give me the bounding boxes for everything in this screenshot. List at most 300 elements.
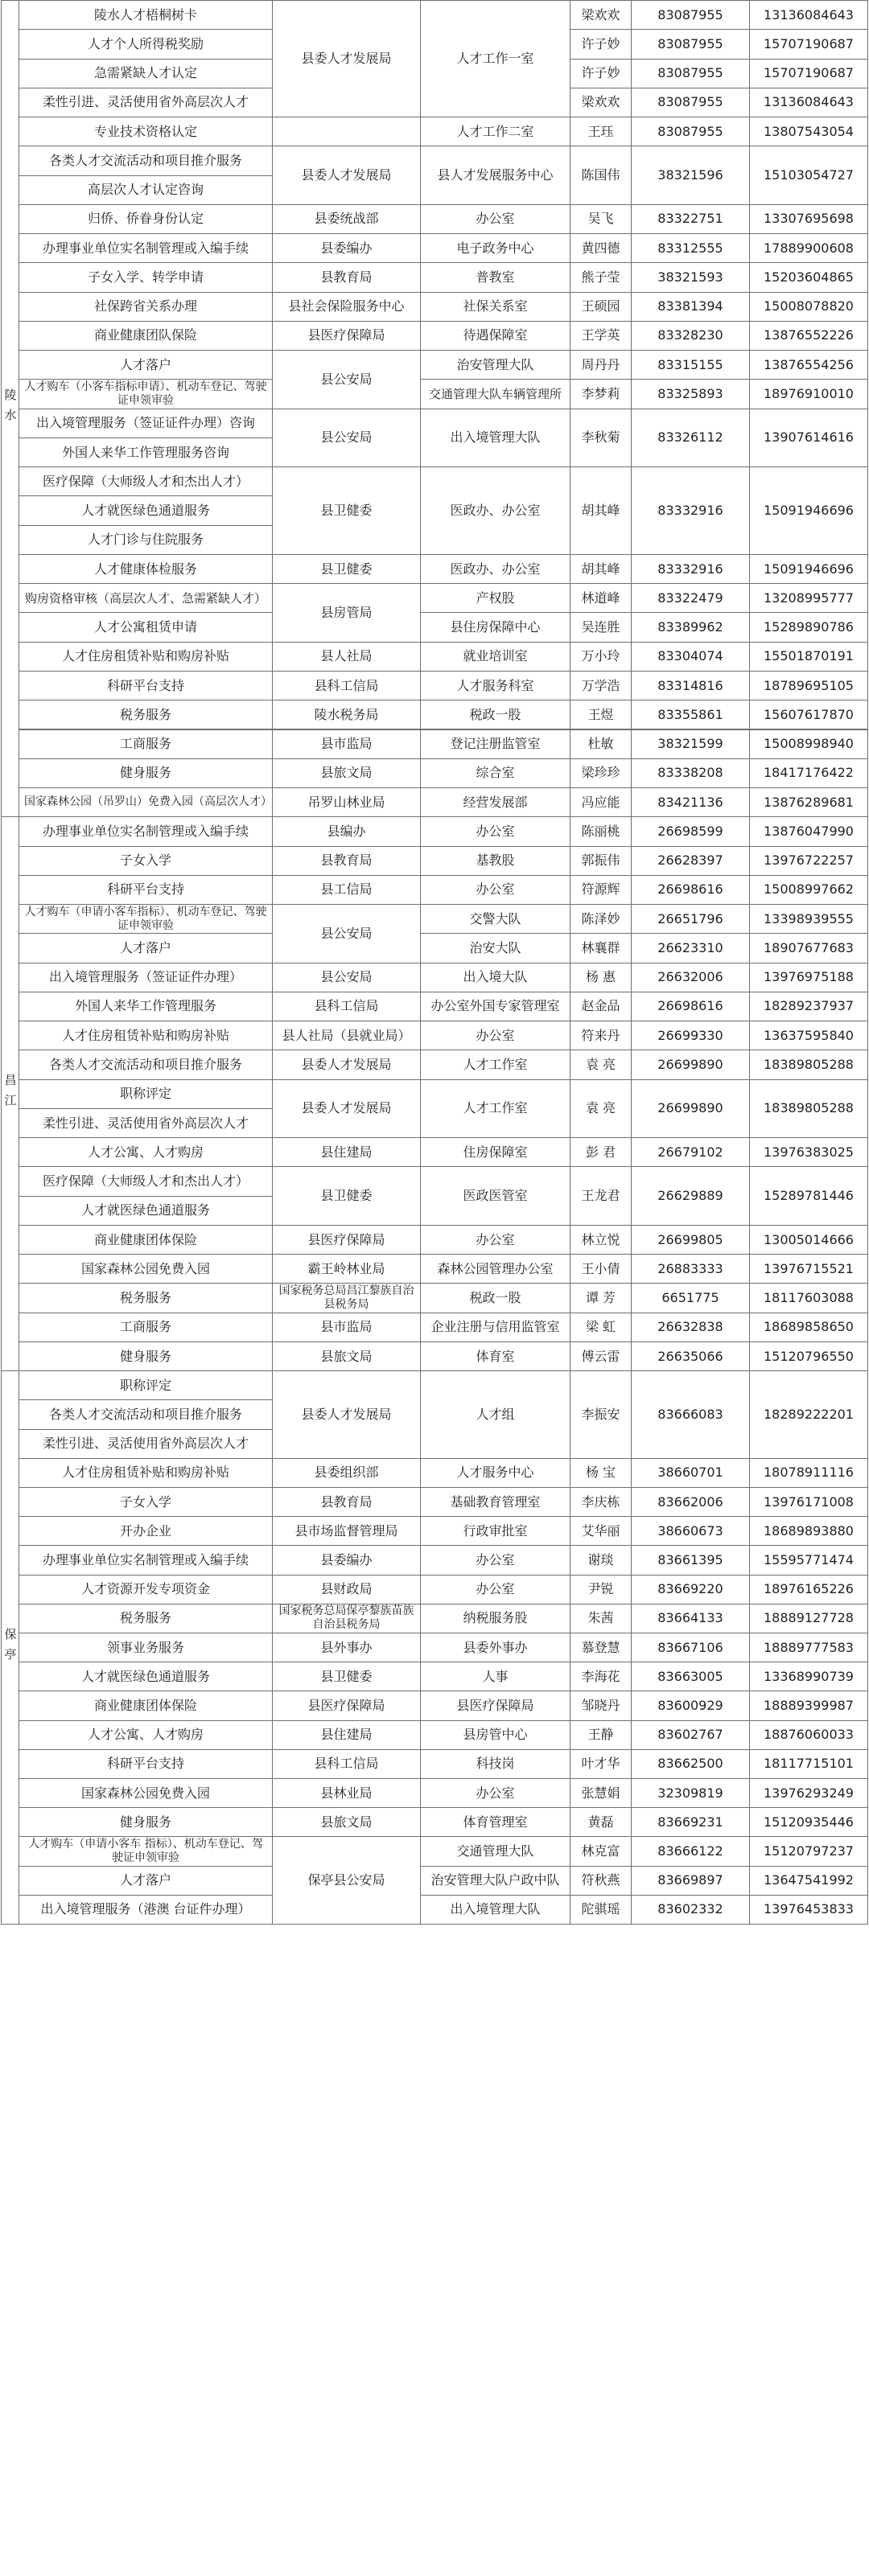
office-phone-text: 83315155 <box>657 356 723 372</box>
office-phone <box>631 1079 750 1139</box>
department-cell <box>420 409 570 468</box>
bureau-cell <box>272 1545 421 1575</box>
department-cell <box>420 466 570 555</box>
bureau-cell <box>272 1633 421 1662</box>
bureau-cell-text: 县人社局（县就业局） <box>282 1027 411 1043</box>
bureau-cell-text: 县财政局 <box>320 1581 373 1597</box>
department-cell <box>420 1836 570 1866</box>
service-item-text: 商业健康团体保险 <box>93 1231 197 1247</box>
service-item-text: 出入境管理服务（签证证件办理）咨询 <box>35 415 255 431</box>
mobile-phone-text: 18389805288 <box>764 1056 854 1072</box>
department-cell <box>420 729 570 759</box>
service-item-text: 急需紧缺人才认定 <box>93 65 197 81</box>
contact-person <box>570 1458 632 1488</box>
service-item-text: 人才资源开发专项资金 <box>80 1581 210 1597</box>
service-item <box>19 1487 273 1517</box>
service-item <box>19 1749 273 1779</box>
office-phone-text: 83087955 <box>657 123 723 139</box>
service-item <box>19 1691 273 1720</box>
contact-person-text: 林立悦 <box>581 1231 620 1247</box>
service-item-text: 子女入学 <box>119 1493 171 1510</box>
bureau-cell-text: 县工信局 <box>320 881 373 898</box>
office-phone <box>631 409 750 468</box>
mobile-phone-text: 15008997662 <box>764 881 854 898</box>
region-label-text: 昌江 <box>2 1074 18 1115</box>
contact-person-text: 王学英 <box>581 327 620 343</box>
mobile-phone-text: 18689858650 <box>764 1319 854 1335</box>
office-phone-text: 26632006 <box>657 969 723 985</box>
contact-person-text: 张慧娟 <box>581 1785 620 1801</box>
mobile-phone-text: 13976722257 <box>764 853 854 869</box>
office-phone-text: 83338208 <box>657 765 723 781</box>
department-cell <box>420 1749 570 1779</box>
bureau-cell <box>272 1487 421 1517</box>
bureau-cell <box>272 204 421 234</box>
bureau-cell-text: 县旅文局 <box>320 1814 373 1830</box>
service-item <box>19 1021 273 1050</box>
bureau-cell-text: 县卫健委 <box>320 561 373 577</box>
mobile-phone <box>749 1516 868 1546</box>
department-cell-text: 电子政务中心 <box>456 240 534 256</box>
service-item-text: 人才公寓、人才购房 <box>87 1727 204 1743</box>
bureau-cell-text: 县教育局 <box>320 1493 373 1510</box>
contact-person-text: 赵金品 <box>581 998 620 1014</box>
office-phone <box>631 846 750 876</box>
mobile-phone-text: 13876554256 <box>764 356 854 372</box>
contact-person-text: 彭 君 <box>585 1144 616 1160</box>
department-cell <box>420 583 570 613</box>
mobile-phone-text: 13136084643 <box>764 6 854 23</box>
bureau-cell <box>272 233 421 263</box>
office-phone-text: 83669231 <box>657 1814 723 1830</box>
contact-person <box>570 1021 632 1050</box>
office-phone-text: 83087955 <box>657 6 723 23</box>
office-phone-text: 83087955 <box>657 35 723 51</box>
service-item <box>19 1399 273 1429</box>
contact-person-text: 慕登慧 <box>581 1639 620 1655</box>
department-cell <box>420 233 570 263</box>
contact-person-text: 周丹丹 <box>581 356 620 372</box>
mobile-phone <box>749 1079 868 1139</box>
department-cell <box>420 963 570 992</box>
department-cell-text: 办公室 <box>476 211 515 227</box>
office-phone <box>631 554 750 584</box>
department-cell <box>420 321 570 351</box>
office-phone-text: 26623310 <box>657 939 723 955</box>
mobile-phone-text: 15008078820 <box>764 298 854 314</box>
office-phone <box>631 1691 750 1720</box>
department-cell <box>420 642 570 672</box>
bureau-cell-text: 县房管局 <box>320 604 373 620</box>
office-phone <box>631 466 750 555</box>
service-item-text: 归侨、侨眷身份认定 <box>87 211 204 227</box>
department-cell-text: 人才组 <box>476 1407 515 1423</box>
mobile-phone-text: 18976165226 <box>764 1581 854 1597</box>
office-phone-text: 38321596 <box>657 167 723 183</box>
service-item-text: 各类人才交流活动和项目推介服务 <box>48 1407 242 1422</box>
department-cell-text: 办公室 <box>476 1027 515 1043</box>
department-cell-text: 医政医管室 <box>463 1188 528 1204</box>
mobile-phone <box>749 1137 868 1167</box>
service-item-text: 医疗保障（大师级人才和杰出人才） <box>42 1173 249 1189</box>
department-cell-text: 治安大队 <box>469 939 521 955</box>
service-item-text: 高层次人才认定咨询 <box>87 182 204 198</box>
service-item-text: 外国人来华工作管理服务 <box>74 998 216 1014</box>
bureau-cell-text: 县委人才发展局 <box>301 51 392 67</box>
service-item <box>19 1050 273 1079</box>
mobile-phone <box>749 117 868 146</box>
service-item-text: 人才个人所得税奖励 <box>87 35 204 51</box>
contact-person-text: 艾华丽 <box>581 1522 620 1539</box>
service-item-text: 工商服务 <box>119 1319 171 1335</box>
contact-person-text: 吴连胜 <box>581 619 620 635</box>
contact-person <box>570 846 632 876</box>
service-item-text: 人才就医绿色通道服务 <box>80 1202 210 1218</box>
office-phone-text: 83304074 <box>657 648 723 664</box>
bureau-cell <box>272 1691 421 1720</box>
bureau-cell-text: 县旅文局 <box>320 1348 373 1364</box>
office-phone <box>631 1516 750 1546</box>
mobile-phone-text: 13005014666 <box>764 1231 854 1247</box>
mobile-phone <box>749 1341 868 1371</box>
service-item-text: 职称评定 <box>119 1377 171 1393</box>
contact-person-text: 万学浩 <box>581 677 620 693</box>
contact-person-text: 陈丽桃 <box>581 823 620 839</box>
service-item-text: 人才住房租赁补贴和购房补贴 <box>61 648 229 664</box>
bureau-cell-text: 霸王岭林业局 <box>307 1260 385 1276</box>
office-phone-text: 83332916 <box>657 561 723 577</box>
bureau-cell <box>272 1807 421 1837</box>
office-phone <box>631 292 750 322</box>
contact-person <box>570 554 632 584</box>
bureau-cell <box>272 787 421 817</box>
contact-person <box>570 758 632 788</box>
contact-person-text: 王珏 <box>587 123 614 139</box>
office-phone-text: 32309819 <box>657 1785 723 1801</box>
mobile-phone-text: 13876047990 <box>764 823 854 839</box>
office-phone <box>631 758 750 788</box>
service-item <box>19 233 273 263</box>
contact-person <box>570 466 632 555</box>
mobile-phone-text: 13976453833 <box>764 1901 854 1917</box>
contact-person-text: 黄磊 <box>587 1814 614 1830</box>
mobile-phone <box>749 1807 868 1837</box>
contact-person <box>570 1516 632 1546</box>
service-item <box>19 379 273 409</box>
department-cell-text: 待遇保障室 <box>463 327 528 343</box>
bureau-cell <box>272 642 421 672</box>
contact-person <box>570 1662 632 1691</box>
contact-person <box>570 0 632 30</box>
service-item <box>19 1807 273 1837</box>
bureau-cell-text: 县市监局 <box>320 1319 373 1335</box>
mobile-phone <box>749 1691 868 1720</box>
bureau-cell-text: 县林业局 <box>320 1785 373 1801</box>
mobile-phone-text: 15707190687 <box>764 65 854 81</box>
bureau-cell <box>272 350 421 409</box>
service-item <box>19 554 273 584</box>
service-item <box>19 175 273 205</box>
bureau-cell-text: 县科工信局 <box>314 998 379 1014</box>
office-phone <box>631 1458 750 1488</box>
bureau-cell-text: 县旅文局 <box>320 765 373 781</box>
service-item-text: 健身服务 <box>119 765 171 781</box>
bureau-cell <box>272 846 421 876</box>
service-item <box>19 1516 273 1546</box>
contact-person <box>570 1807 632 1837</box>
mobile-phone <box>749 992 868 1021</box>
contact-person <box>570 1283 632 1313</box>
department-cell-text: 人才工作一室 <box>456 51 534 67</box>
office-phone <box>631 350 750 380</box>
contact-person-text: 冯应能 <box>581 794 620 810</box>
contact-person-text: 林襄群 <box>581 939 620 955</box>
service-item <box>19 438 273 467</box>
office-phone <box>631 816 750 846</box>
contact-person-text: 许子妙 <box>581 65 620 81</box>
mobile-phone-text: 15120935446 <box>764 1814 854 1830</box>
bureau-cell <box>272 1604 421 1633</box>
service-item <box>19 466 273 496</box>
mobile-phone-text: 13976715521 <box>764 1260 854 1276</box>
service-item-text: 各类人才交流活动和项目推介服务 <box>48 1056 242 1072</box>
mobile-phone <box>749 146 868 205</box>
bureau-cell <box>272 816 421 846</box>
department-cell <box>420 146 570 205</box>
service-item-text: 柔性引进、灵活使用省外高层次人才 <box>42 94 249 110</box>
department-cell <box>420 612 570 642</box>
service-item <box>19 1225 273 1255</box>
department-cell-text: 人才服务科室 <box>456 677 534 693</box>
contact-person <box>570 729 632 759</box>
mobile-phone <box>749 1370 868 1459</box>
mobile-phone-text: 13976171008 <box>764 1493 854 1510</box>
department-cell <box>420 1254 570 1284</box>
department-cell-text: 县委外事办 <box>463 1639 528 1655</box>
bureau-cell <box>272 1836 421 1925</box>
contact-person <box>570 992 632 1021</box>
mobile-phone <box>749 583 868 613</box>
department-cell-text: 治安管理大队户政中队 <box>430 1872 560 1888</box>
department-cell <box>420 1283 570 1313</box>
contact-person <box>570 233 632 263</box>
service-item-text: 外国人来华工作管理服务咨询 <box>61 444 229 460</box>
contact-person <box>570 1166 632 1226</box>
contact-person-text: 胡其峰 <box>581 561 620 577</box>
service-item-text: 国家森林公园免费入园 <box>80 1785 210 1801</box>
bureau-cell-text: 县委编办 <box>320 1552 373 1567</box>
contact-person-text: 杜敏 <box>587 736 614 752</box>
service-item-text: 人才住房租赁补贴和购房补贴 <box>61 1465 229 1481</box>
service-item-text: 各类人才交流活动和项目推介服务 <box>48 152 242 168</box>
contact-person-text: 谭 芳 <box>585 1290 616 1306</box>
contact-person <box>570 612 632 642</box>
bureau-cell-text: 国家税务总局保亭黎族苗族自治县税务局 <box>278 1604 414 1632</box>
bureau-cell-text: 县市场监督管理局 <box>294 1522 398 1539</box>
department-cell <box>420 554 570 584</box>
department-cell-text: 产权股 <box>476 590 515 606</box>
service-item-text: 子女入学、转学申请 <box>87 269 204 285</box>
department-cell <box>420 1225 570 1255</box>
office-phone <box>631 117 750 146</box>
office-phone <box>631 1137 750 1167</box>
department-cell <box>420 933 570 963</box>
mobile-phone-text: 13398939555 <box>764 910 854 926</box>
contact-person <box>570 1079 632 1139</box>
service-item <box>19 350 273 380</box>
department-cell-text: 办公室 <box>476 1581 515 1597</box>
department-cell <box>420 1807 570 1837</box>
service-item-text: 子女入学 <box>119 853 171 869</box>
bureau-cell <box>272 292 421 322</box>
service-item <box>19 583 273 613</box>
service-item <box>19 1137 273 1167</box>
department-cell-text: 人才工作室 <box>463 1056 528 1072</box>
contact-person-text: 陈泽妙 <box>581 910 620 926</box>
department-cell <box>420 1662 570 1691</box>
bureau-cell <box>272 1254 421 1284</box>
contact-person <box>570 1225 632 1255</box>
department-cell-text: 普教室 <box>476 269 515 285</box>
contact-person <box>570 1604 632 1633</box>
office-phone <box>631 583 750 613</box>
bureau-cell <box>272 1662 421 1691</box>
department-cell-text: 县住房保障中心 <box>450 619 541 635</box>
service-item <box>19 846 273 876</box>
department-cell <box>420 1866 570 1896</box>
service-item-text: 健身服务 <box>119 1814 171 1830</box>
contact-person-text: 王硕园 <box>581 298 620 314</box>
service-item-text: 科研平台支持 <box>106 677 184 693</box>
contact-person <box>570 1370 632 1459</box>
office-phone <box>631 875 750 905</box>
contact-person <box>570 787 632 817</box>
mobile-phone <box>749 1633 868 1662</box>
contact-person <box>570 88 632 117</box>
bureau-cell-text: 县卫健委 <box>320 1188 373 1204</box>
mobile-phone <box>749 29 868 59</box>
office-phone-text: 26699890 <box>657 1056 723 1072</box>
office-phone-text: 83602767 <box>657 1727 723 1743</box>
office-phone-text: 26628397 <box>657 853 723 869</box>
service-item <box>19 146 273 175</box>
contact-person-text: 谢琰 <box>587 1552 614 1567</box>
office-phone <box>631 1807 750 1837</box>
bureau-cell-text: 县委人才发展局 <box>301 1100 392 1116</box>
region-label <box>1 0 19 817</box>
mobile-phone-text: 13368990739 <box>764 1668 854 1684</box>
mobile-phone <box>749 0 868 30</box>
department-cell-text: 森林公园管理办公室 <box>437 1260 554 1276</box>
mobile-phone-text: 13637595840 <box>764 1027 854 1043</box>
bureau-cell <box>272 1720 421 1750</box>
department-cell-text: 体育室 <box>476 1348 515 1364</box>
department-cell <box>420 0 570 117</box>
office-phone <box>631 379 750 409</box>
office-phone-text: 38321593 <box>657 269 723 285</box>
mobile-phone <box>749 88 868 117</box>
department-cell <box>420 816 570 846</box>
department-cell <box>420 117 570 146</box>
office-phone-text: 83602332 <box>657 1901 723 1917</box>
bureau-cell <box>272 1778 421 1808</box>
contact-person-text: 林道峰 <box>581 590 620 606</box>
bureau-cell-text: 县科工信局 <box>314 1756 379 1772</box>
bureau-cell <box>272 963 421 992</box>
region-label <box>1 816 19 1371</box>
mobile-phone <box>749 1895 868 1925</box>
office-phone-text: 83087955 <box>657 94 723 110</box>
bureau-cell-text: 县公安局 <box>320 969 373 985</box>
service-item-text: 职称评定 <box>119 1086 171 1102</box>
mobile-phone-text: 15289890786 <box>764 619 854 635</box>
contact-person <box>570 1720 632 1750</box>
department-cell <box>420 1079 570 1139</box>
bureau-cell <box>272 1166 421 1226</box>
office-phone-text: 26698599 <box>657 823 723 839</box>
office-phone-text: 83314816 <box>657 677 723 693</box>
office-phone <box>631 729 750 759</box>
service-item-text: 人才门诊与住院服务 <box>87 532 204 548</box>
office-phone <box>631 963 750 992</box>
service-item <box>19 1866 273 1896</box>
mobile-phone <box>749 409 868 468</box>
department-cell-text: 企业注册与信用监管室 <box>430 1319 560 1335</box>
department-cell <box>420 758 570 788</box>
contact-person-text: 袁 亮 <box>585 1100 616 1116</box>
mobile-phone <box>749 262 868 292</box>
bureau-cell-text: 县委人才发展局 <box>301 1407 392 1423</box>
service-item <box>19 1458 273 1488</box>
contact-person <box>570 583 632 613</box>
service-item-text: 人才购车（申请小客车指标）、机动车登记、驾驶证申领审验 <box>24 905 267 932</box>
service-item <box>19 1313 273 1342</box>
mobile-phone <box>749 1050 868 1079</box>
bureau-cell <box>272 1370 421 1459</box>
bureau-cell-text: 县委统战部 <box>314 211 379 227</box>
contact-person-text: 李振安 <box>581 1407 620 1423</box>
mobile-phone <box>749 233 868 263</box>
service-item-text: 人才公寓租赁申请 <box>93 619 197 635</box>
mobile-phone-text: 18117603088 <box>764 1290 854 1306</box>
contact-person <box>570 816 632 846</box>
mobile-phone-text: 15120797237 <box>764 1843 854 1859</box>
department-cell-text: 办公室 <box>476 881 515 898</box>
bureau-cell <box>272 554 421 584</box>
office-phone-text: 83662006 <box>657 1493 723 1510</box>
office-phone <box>631 59 750 88</box>
office-phone <box>631 1050 750 1079</box>
office-phone <box>631 1866 750 1896</box>
service-item <box>19 729 273 759</box>
bureau-cell <box>272 1341 421 1371</box>
service-item <box>19 1254 273 1284</box>
mobile-phone-text: 15008998940 <box>764 736 854 752</box>
service-item <box>19 787 273 817</box>
service-item <box>19 204 273 234</box>
bureau-cell <box>272 1283 421 1313</box>
department-cell-text: 办公室 <box>476 1552 515 1567</box>
office-phone-text: 83663005 <box>657 1668 723 1684</box>
department-cell <box>420 262 570 292</box>
department-cell <box>420 671 570 700</box>
service-item <box>19 495 273 525</box>
mobile-phone-text: 13876552226 <box>764 327 854 343</box>
bureau-cell <box>272 1137 421 1167</box>
mobile-phone-text: 15595771474 <box>764 1552 854 1567</box>
bureau-cell-text: 国家税务总局昌江黎族自治县税务局 <box>278 1284 414 1312</box>
service-item <box>19 1108 273 1138</box>
